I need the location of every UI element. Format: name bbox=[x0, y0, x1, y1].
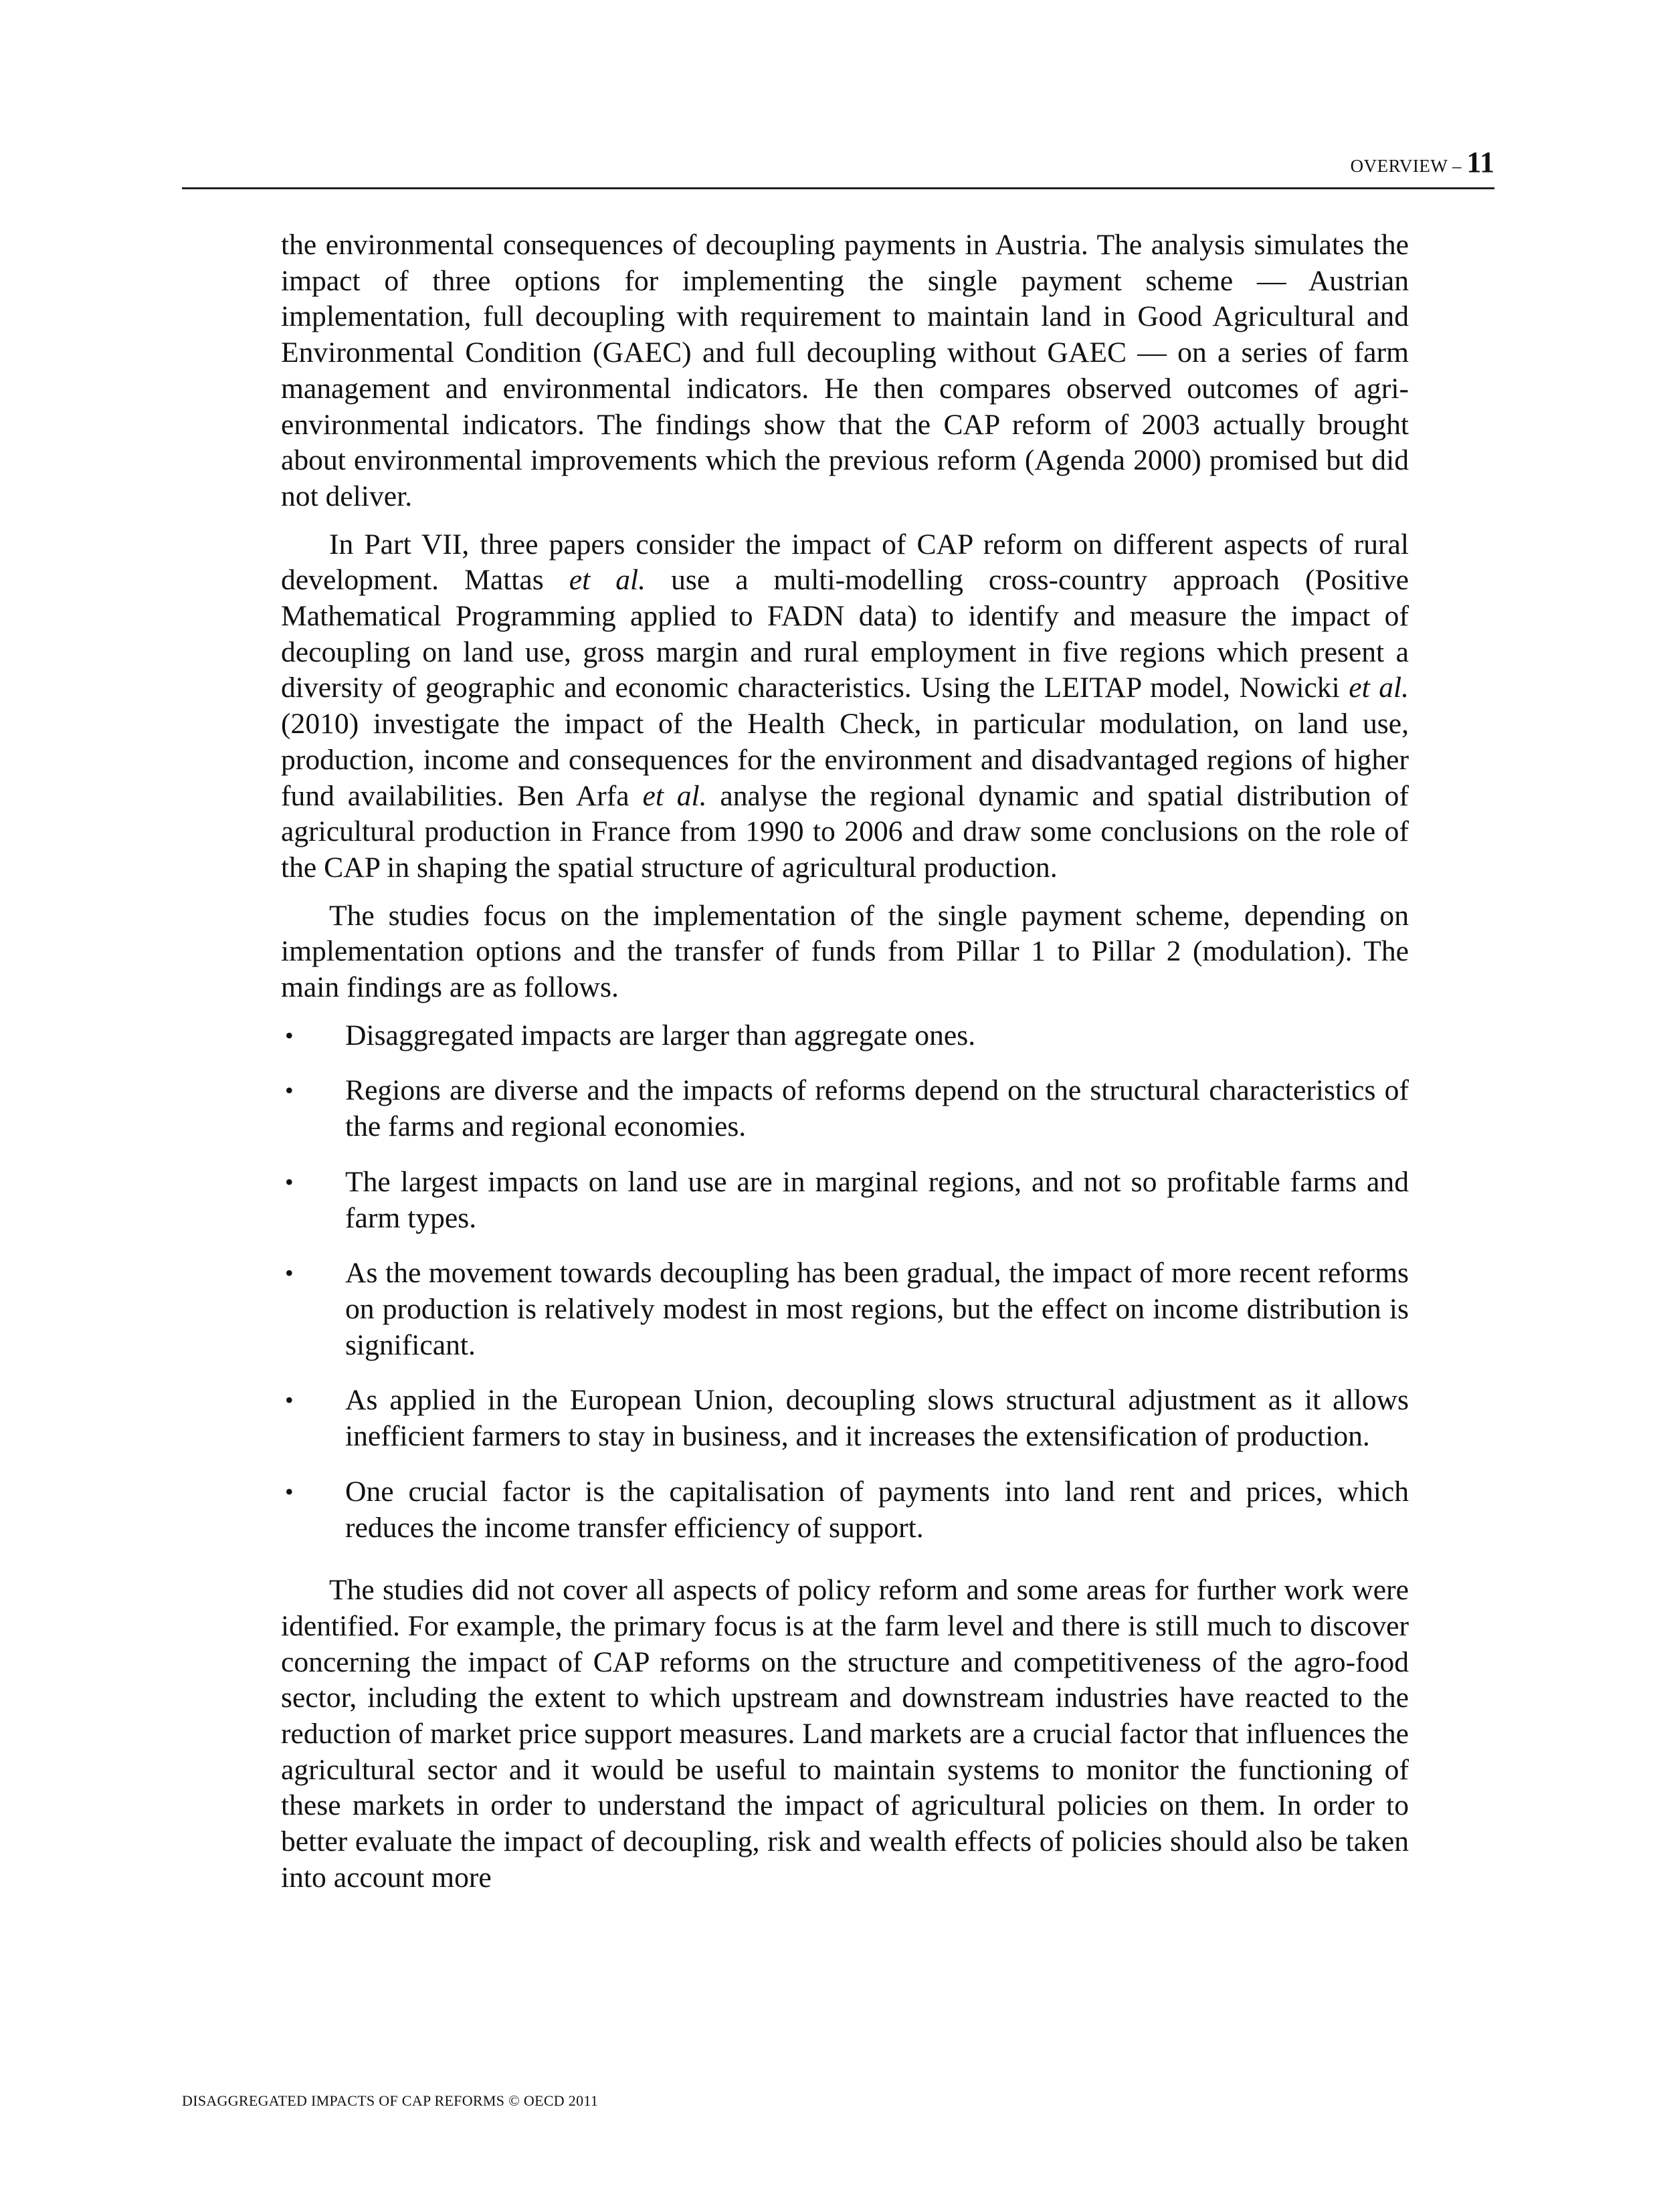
list-item-text: Regions are diverse and the impacts of reforms depend on the structural characteristics of the farms and regional economies. bbox=[345, 1074, 1409, 1143]
bullet-icon: • bbox=[285, 1021, 294, 1049]
paragraph-studies-focus: The studies focus on the implementation of the single payment scheme, depending on implementation options and the transfer of funds from Pillar 1 to Pillar 2 (modulation). The main findings are as follows. bbox=[281, 899, 1409, 1004]
paragraph-austria-analysis: the environmental consequences of decoupling payments in Austria. The analysis simulates the impact of three options for implementing the single payment scheme — Austrian implementation, full decoupling with requirement to maintain land in Good Agricultural and Environmental Condition (GAEC) and full decoupling without GAEC — on a series of farm management and environmental indicators. He then compares observed outcomes of agri-environmental indicators. The findings show that the CAP reform of 2003 actually brought about environmental improvements which the previous reform (Agenda 2000) promised but did not deliver. bbox=[281, 229, 1409, 512]
list-item bbox=[281, 1383, 1409, 1454]
paragraph-text: use a multi-modelling cross-country approach (Positive Mathematical Programming applied to FADN data) to identify and measure the impact of decoupling on land use, gross margin and rural employment in five regions which present a diversity of geographic and economic characteristics. Using the LEITAP model, Nowicki bbox=[281, 564, 1409, 704]
page-number: 11 bbox=[1466, 146, 1494, 179]
list-item-text: As the movement towards decoupling has been gradual, the impact of more recent reforms on production is relatively modest in most regions, but the effect on income distribution is significant. bbox=[345, 1257, 1409, 1361]
running-footer: DISAGGREGATED IMPACTS OF CAP REFORMS © OECD 2011 bbox=[182, 2092, 599, 2109]
et-al-citation: et al. bbox=[642, 779, 707, 812]
list-item bbox=[281, 1255, 1409, 1363]
paragraph-text: In Part VII, three papers consider the impact of CAP reform on different aspects of rural development. Mattas bbox=[281, 528, 1409, 597]
list-item bbox=[281, 1073, 1409, 1144]
header-section-label: OVERVIEW – bbox=[1350, 156, 1467, 176]
header-text bbox=[1351, 145, 1494, 179]
bullet-icon: • bbox=[285, 1387, 294, 1414]
paragraph-text: analyse the regional dynamic and spatial distribution of agricultural production in France from 1990 to 2006 and draw some conclusions on the role of the CAP in shaping the spatial structure of agricultural production. bbox=[281, 779, 1409, 884]
et-al-citation: et al. bbox=[569, 564, 646, 597]
list-item-text: The largest impacts on land use are in marginal regions, and not so profitable farms and farm types. bbox=[345, 1165, 1409, 1234]
list-item-text: Disaggregated impacts are larger than aggregate ones. bbox=[345, 1019, 976, 1051]
list-item bbox=[281, 1018, 1409, 1054]
body-text bbox=[281, 227, 1409, 1908]
list-item-text: As applied in the European Union, decoupling slows structural adjustment as it allows inefficient farmers to stay in business, and it increases the extensification of production. bbox=[345, 1384, 1409, 1453]
list-item bbox=[281, 1165, 1409, 1236]
paragraph-further-work: The studies did not cover all aspects of policy reform and some areas for further work were identified. For example, the primary focus is at the farm level and there is still much to discover concerning the impact of CAP reforms on the structure and competitiveness of the agro-food sector, including the extent to which upstream and downstream industries have reacted to the reduction of market price support measures. Land markets are a crucial factor that influences the agricultural sector and it would be useful to maintain systems to monitor the functioning of these markets in order to understand the impact of agricultural policies on them. In order to better evaluate the impact of decoupling, risk and wealth effects of policies should also be taken into account more bbox=[281, 1574, 1409, 1894]
bullet-icon: • bbox=[285, 1168, 294, 1195]
list-item-text: One crucial factor is the capitalisation of payments into land rent and prices, which reduces the income transfer efficiency of support. bbox=[345, 1475, 1409, 1544]
findings-list bbox=[281, 1018, 1409, 1546]
list-item bbox=[281, 1474, 1409, 1546]
bullet-icon: • bbox=[285, 1077, 294, 1104]
running-header bbox=[182, 140, 1494, 189]
bullet-icon: • bbox=[285, 1478, 294, 1505]
paragraph-text: (2010) investigate the impact of the Health Check, in particular modulation, on land use, production, income and consequences for the environment and disadvantaged regions of higher fund availabilities. Ben Arfa bbox=[281, 708, 1409, 812]
bullet-icon: • bbox=[285, 1260, 294, 1287]
et-al-citation: et al. bbox=[1349, 672, 1409, 704]
paragraph-part-vii bbox=[281, 527, 1409, 886]
